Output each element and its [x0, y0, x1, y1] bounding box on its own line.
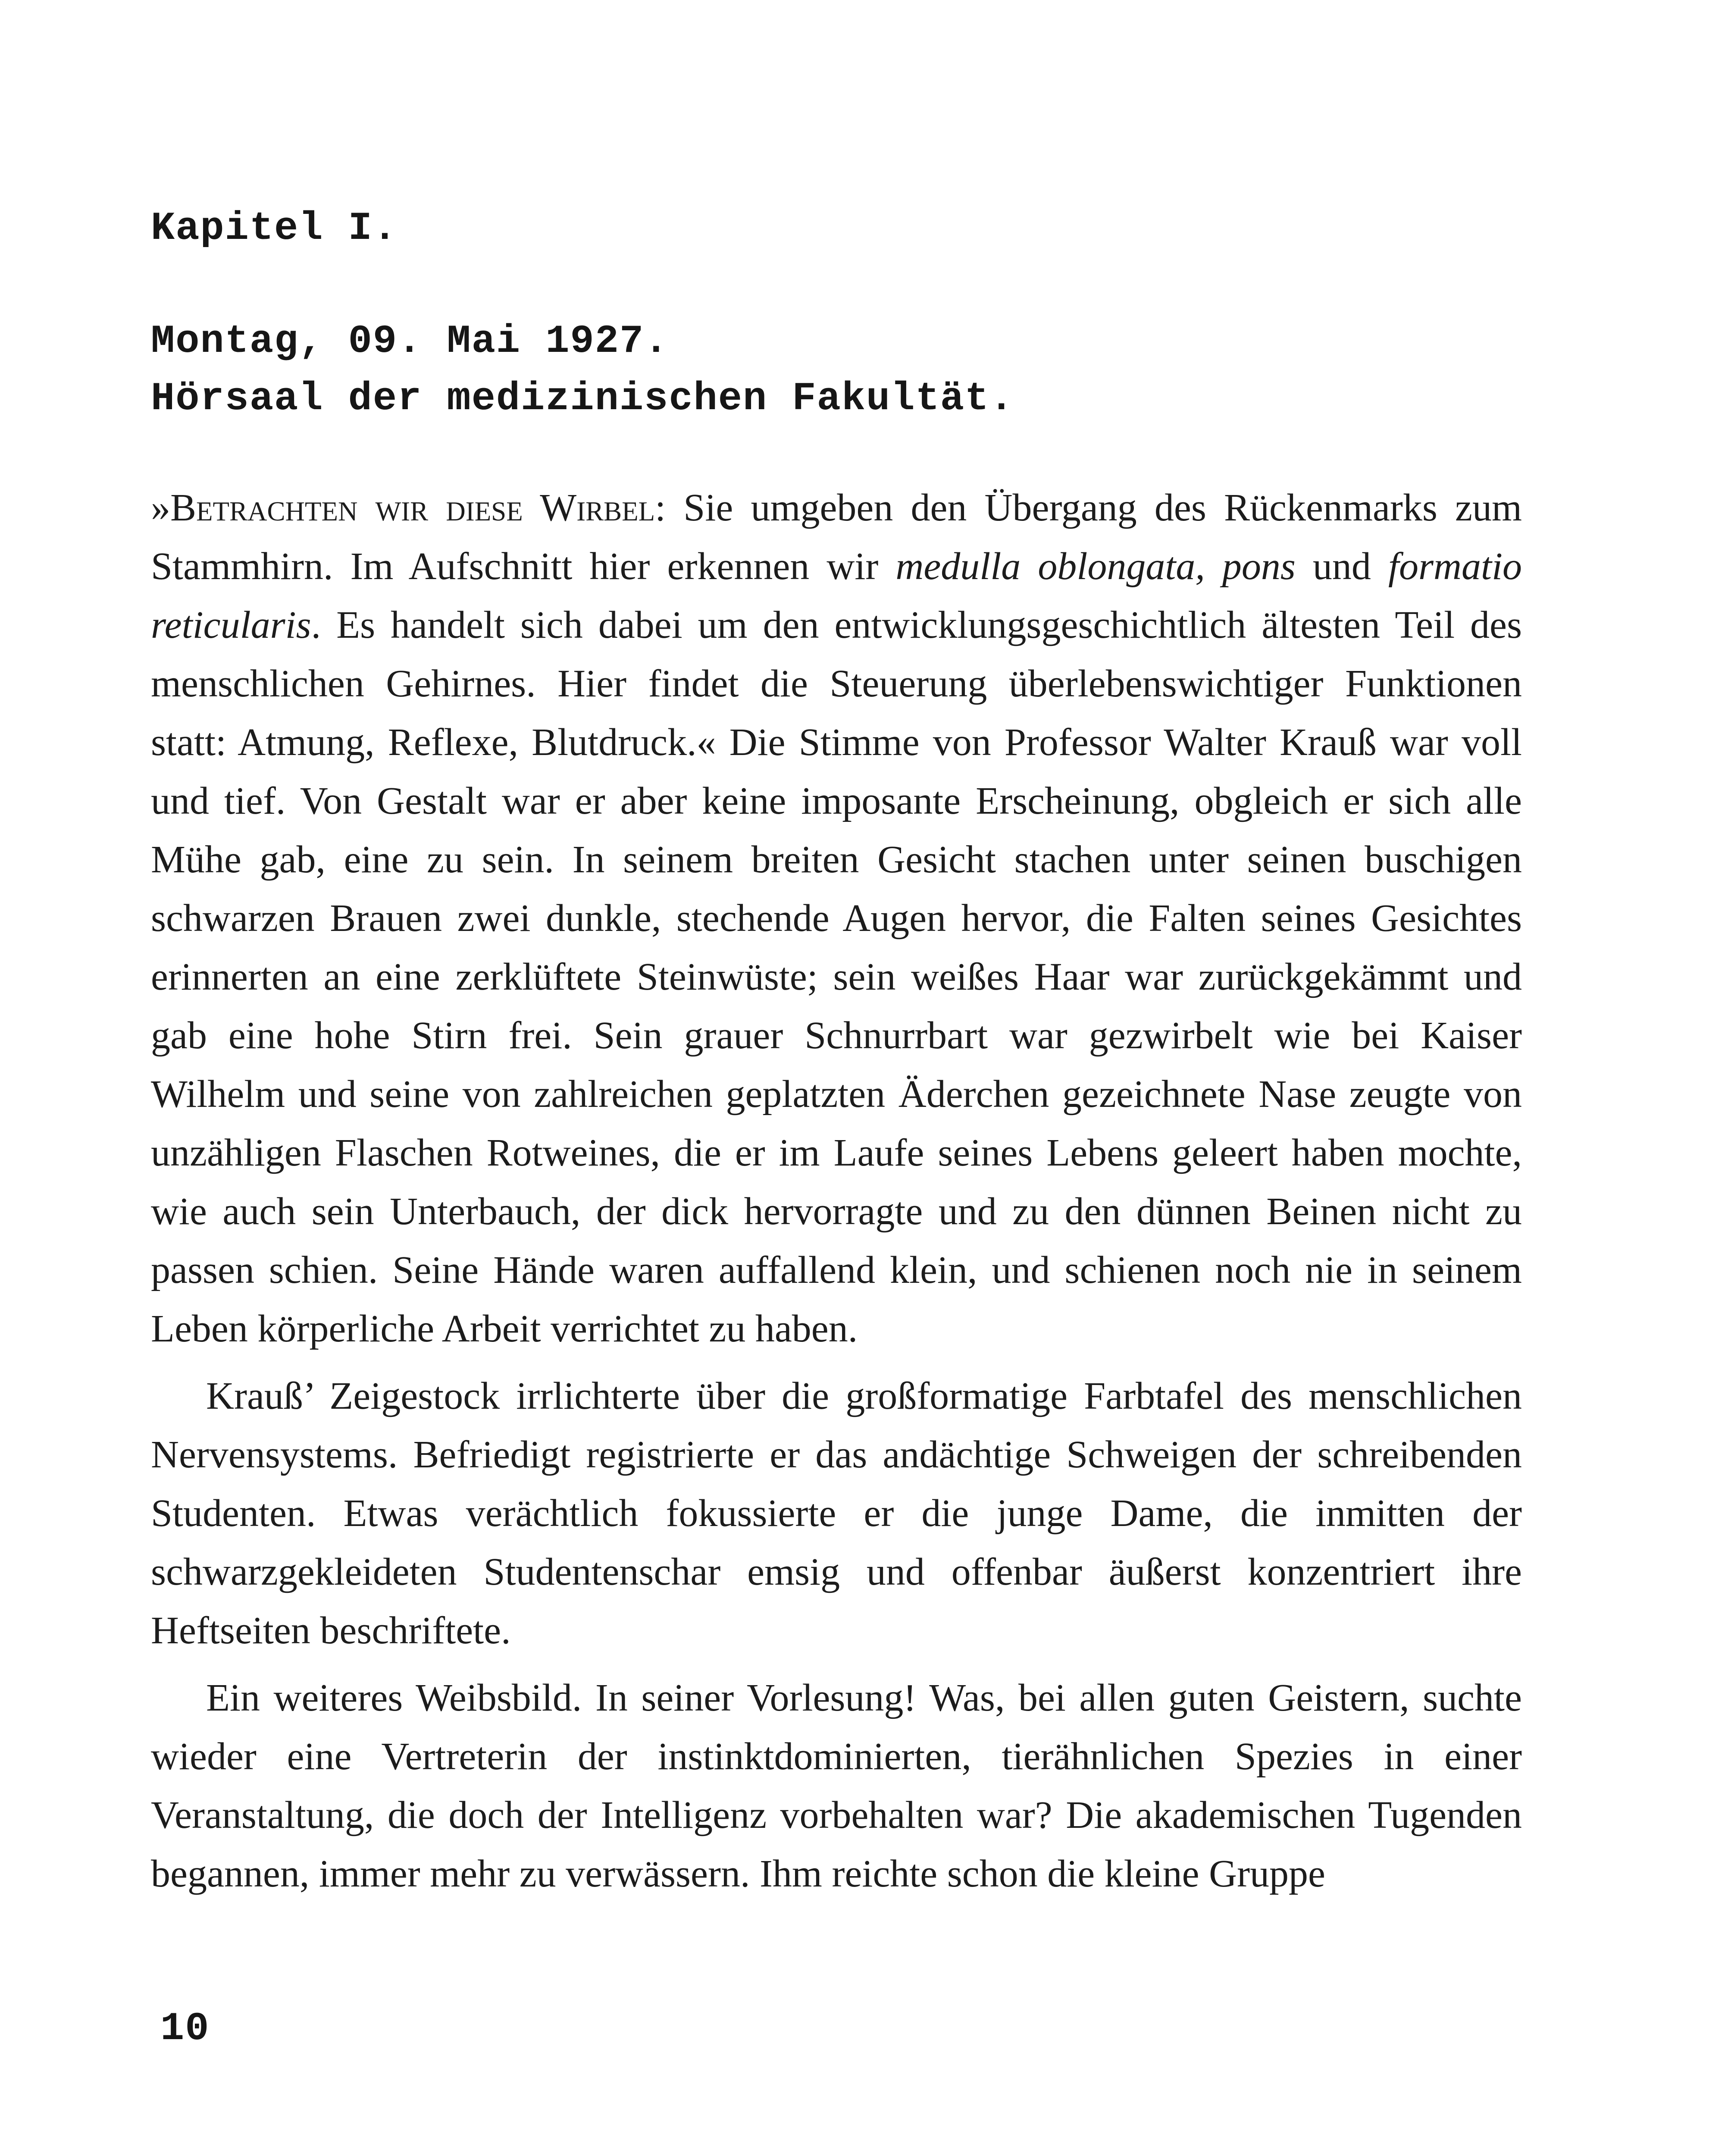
- chapter-title: Kapitel I.: [151, 206, 398, 251]
- latin-term-1: medulla oblongata, pons: [895, 545, 1296, 588]
- date-line: Montag, 09. Mai 1927.: [151, 319, 669, 364]
- page-number: 10: [160, 2006, 210, 2051]
- paragraph-3: Ein weiteres Weibsbild. In seiner Vorlesung! Was, bei allen guten Geistern, suchte wieder eine Vertreterin der instinktdominierten, tierähnlichen Spezies in einer Veranstaltung, die doch der Intelligenz vorbehalten war? Die akademischen Tugenden begannen, immer mehr zu verwässern. Ihm reichte schon die kleine Gruppe: [151, 1677, 1522, 1895]
- latin-term-2: formatio reticularis: [151, 545, 1522, 646]
- paragraph-1-text-b: und: [1295, 545, 1388, 588]
- scene-header: [151, 313, 1014, 427]
- paragraph-1: [151, 479, 1522, 1358]
- paragraph-1-text-c: . Es handelt sich dabei um den entwicklungsgeschichtlich ältesten Teil des menschlichen Gehirnes. Hier findet die Steuerung überlebenswichtiger Funktionen statt: Atmung, Reflexe, Blutdruck.« Die Stimme von Professor Walter Krauß war voll und tief. Von Gestalt war er aber keine imposante Erscheinung, obgleich er sich alle Mühe gab, eine zu sein. In seinem breiten Gesicht stachen unter seinen buschigen schwarzen Brauen zwei dunkle, stechende Augen hervor, die Falten seines Gesichtes erinnerten an eine zerklüftete Steinwüste; sein weißes Haar war zurückgekämmt und gab eine hohe Stirn frei. Sein grauer Schnurrbart war gezwirbelt wie bei Kaiser Wilhelm und seine von zahlreichen geplatzten Äderchen gezeichnete Nase zeugte von unzähligen Flaschen Rotweines, die er im Laufe seines Lebens geleert haben mochte, wie auch sein Unterbauch, der dick hervorragte und zu den dünnen Beinen nicht zu passen schien. Seine Hände waren auffallend klein, und schienen noch nie in seinem Leben körperliche Arbeit verrichtet zu haben.: [151, 604, 1522, 1350]
- body-text: [151, 479, 1522, 1903]
- paragraph-2: Krauß’ Zeigestock irrlichterte über die großformatige Farbtafel des menschlichen Nervensystems. Befriedigt registrierte er das andächtige Schweigen der schreibenden Studenten. Etwas verächtlich fokussierte er die junge Dame, die inmitten der schwarzgekleideten Studentenschar emsig und offenbar äußerst konzentriert ihre Heftseiten beschriftete.: [151, 1375, 1522, 1652]
- paragraph-1-text-a: : Sie umgeben den Übergang des Rückenmarks zum Stammhirn. Im Aufschnitt hier erkennen wir: [151, 486, 1522, 588]
- smallcaps-lead: Betrachten wir diese Wirbel: [170, 486, 655, 529]
- location-line: Hörsaal der medizinischen Fakultät.: [151, 376, 1014, 421]
- opening-quote: »: [151, 486, 170, 529]
